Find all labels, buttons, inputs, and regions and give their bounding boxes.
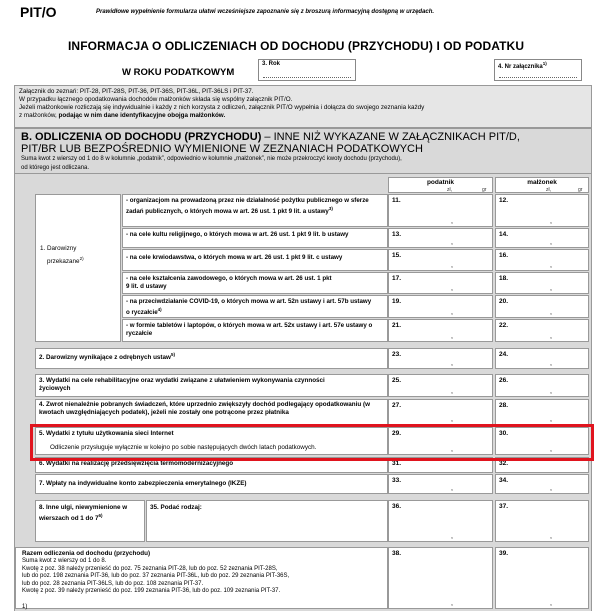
donation-sub-row: - w formie tabletów i laptopów, o których mowa w art. 52x ustawy i art. 57e ustawy o ryczałcie [122, 319, 388, 342]
row-5-label-cell: 5. Wydatki z tytułu użytkowania sieci Internet Odliczenie przysługuje wyłącznie w kolejno po sobie następujących dwóch latach podatkowych. [35, 427, 388, 455]
field-29[interactable]: 29. , [388, 427, 493, 455]
field-21[interactable]: 21. , [388, 319, 493, 342]
row-3-label-cell: 3. Wydatki na cele rehabilitacyjne oraz wydatki związane z ułatwieniem wykonywania czynności życiowych [35, 374, 388, 397]
row-4-label-cell: 4. Zwrot nienależnie pobranych świadczeń, które uprzednio zwiększyły dochód podlegający opodatkowaniu (w kwotach uwzględniających podatek), jeżeli nie zostały one potrącone przez płatnika [35, 399, 388, 425]
sum-instruction: Kwotę z poz. 39 należy przenieść do poz. 199 zeznania PIT-36, lub do poz. 109 zeznania PIT-37. [22, 588, 281, 594]
row-8-label-cell: 8. Inne ulgi, niewymienione w wierszach od 1 do 7$^{6)}$ [35, 500, 145, 542]
field-15[interactable]: 15. , [388, 249, 493, 271]
sum-instruction: lub do poz. 198 zeznania PIT-36, lub do poz. 37 zeznania PIT-36L, lub do poz. 29 zeznania PIT-36S, [22, 573, 290, 579]
field-24[interactable]: 24. , [495, 348, 589, 369]
field-33[interactable]: 33. , [388, 474, 493, 494]
donation-sub-row: - organizacjom na prowadzoną przez nie działalność pożytku publicznego w sferze zadań publicznych, o których mowa w art. 26 ust. 1 pkt 9 lit. a ustawy$^{3)}$ [122, 194, 388, 227]
taxpayer-column-header: podatnik zł, gr [388, 177, 493, 193]
form-notice: Prawidłowe wypełnienie formularza ułatwi wcześniejsze zapoznanie się z broszurą informacyjną dostępną w urzędach. [96, 9, 435, 15]
attachment-field-label: 4. Nr załącznika$^{1)}$ [498, 61, 547, 70]
field-30[interactable]: 30. , [495, 427, 589, 455]
tax-year-label: W ROKU PODATKOWYM [122, 67, 235, 78]
field-27[interactable]: 27. , [388, 399, 493, 425]
year-field-label: 3. Rok [262, 61, 281, 67]
donation-sub-row: - na cele kształcenia zawodowego, o których mowa w art. 26 ust. 1 pkt 9 lit. d ustawy [122, 272, 388, 294]
field-20[interactable]: 20. , [495, 295, 589, 318]
field-13[interactable]: 13. , [388, 228, 493, 248]
donation-sub-row: - na cele kultu religijnego, o których mowa w art. 26 ust. 1 pkt 9 lit. b ustawy [122, 228, 388, 248]
field-25[interactable]: 25. , [388, 374, 493, 397]
section-b-note: Suma kwot z wierszy od 1 do 8 w kolumnie „podatnik”, odpowiednio w kolumnie „małżonek”, nie może przekroczyć kwoty dochodu (przychodu), [21, 156, 402, 162]
year-field[interactable] [258, 59, 356, 81]
row-5-note: Odliczenie przysługuje wyłącznie w kolejno po sobie następujących dwóch latach podatkowych. [50, 444, 317, 451]
section-a-line: Jeżeli małżonkowie rozliczają się indywidualnie i każdy z nich korzysta z odliczeń, załącznik PIT/O wypełnia i dołącza do swojego zeznania każdy [19, 104, 425, 111]
donations-label-cell [35, 194, 121, 342]
other-relief-type-field[interactable]: 35. Podać rodzaj: [146, 500, 388, 542]
donation-sub-row: - na przeciwdziałanie COVID-19, o których mowa w art. 52n ustawy i art. 57b ustawy o ryczałcie$^{4)}$ [122, 295, 388, 318]
attachment-field-comb [499, 74, 577, 78]
spouse-column-header: małżonek zł, gr [495, 177, 589, 193]
sum-instruction: lub do poz. 28 zeznania PIT-36LS, lub do poz. 108 zeznania PIT-37. [22, 580, 204, 587]
page-title: INFORMACJA O ODLICZENIACH OD DOCHODU (PRZYCHODU) I OD PODATKU [68, 39, 525, 53]
field-11[interactable]: 11. , [388, 194, 493, 227]
field-23[interactable]: 23. , [388, 348, 493, 369]
field-19[interactable]: 19. , [388, 295, 493, 318]
field-38[interactable]: 38. , [388, 547, 493, 609]
row-6-label-cell: 6. Wydatki na realizację przedsięwzięcia termomodernizacyjnego [35, 457, 388, 473]
field-22[interactable]: 22. , [495, 319, 589, 342]
footnote-mark: 1) [22, 604, 28, 610]
deductions-table [14, 174, 592, 611]
donations-label: 1. Darowizny [40, 245, 77, 252]
field-37[interactable]: 37. , [495, 500, 589, 542]
highlight-box [30, 424, 594, 461]
attachment-number-field[interactable] [494, 59, 582, 81]
row-7-label-cell: 7. Wpłaty na indywidualne konto zabezpieczenia emerytalnego (IKZE) [35, 474, 388, 494]
section-b-title: B. ODLICZENIA OD DOCHODU (PRZYCHODU) – INNE NIŻ WYKAZANE W ZAŁĄCZNIKACH PIT/D, [21, 131, 520, 143]
section-b-note: od którego jest odliczana. [21, 164, 90, 171]
sum-instruction: Suma kwot z wierszy od 1 do 8. [22, 558, 107, 564]
donation-sub-row: - na cele krwiodawstwa, o których mowa w art. 26 ust. 1 pkt 9 lit. c ustawy [122, 249, 388, 271]
donations-label-2: przekazane$^{2)}$ [47, 256, 84, 266]
section-a-line: z małżonków, podając w nim dane identyfikacyjne obojga małżonków. [19, 112, 226, 119]
field-34[interactable]: 34. , [495, 474, 589, 494]
field-31[interactable]: 31. [388, 457, 493, 473]
section-b-title-line2: PIT/BR LUB BEZPOŚREDNIO WYMIENIONE W ZEZNANIACH PODATKOWYCH [21, 143, 423, 155]
field-17[interactable]: 17. , [388, 272, 493, 294]
field-39[interactable]: 39. , [495, 547, 589, 609]
field-18[interactable]: 18. , [495, 272, 589, 294]
field-36[interactable]: 36. , [388, 500, 493, 542]
section-a-info [14, 85, 592, 128]
section-b-header [14, 128, 592, 174]
year-field-comb [263, 74, 351, 78]
field-28[interactable]: 28. , [495, 399, 589, 425]
field-12[interactable]: 12. , [495, 194, 589, 227]
section-a-line: W przypadku łącznego opodatkowania dochodów małżonków składa się wspólny załącznik PIT/O. [19, 96, 293, 103]
sum-instruction: Kwotę z poz. 38 należy przenieść do poz. 75 zeznania PIT-28, lub do poz. 52 zeznania PIT-28S, [22, 565, 278, 572]
field-14[interactable]: 14. , [495, 228, 589, 248]
field-26[interactable]: 26. , [495, 374, 589, 397]
row-2-label-cell: 2. Darowizny wynikające z odrębnych ustaw$^{5)}$ [35, 348, 388, 369]
field-16[interactable]: 16. , [495, 249, 589, 271]
form-id: PIT/O [20, 4, 57, 20]
sum-label-cell: Razem odliczenia od dochodu (przychodu) Suma kwot z wierszy od 1 do 8. Kwotę z poz. 38 należy przenieść do poz. 75 zeznania PIT-28, lub do poz. 52 zeznania PIT-28S, lub do poz. 198 zeznania PIT-36, lub do poz. 37 zeznania PIT-36L, lub do poz. 29 zeznania PIT-36S, lub do poz. 28 zeznania PIT-36LS, lub do poz. 108 zeznania PIT-37. Kwotę z poz. 39 należy przenieść do poz. 199 zeznania PIT-36, lub do poz. 109 zeznania PIT-37. [15, 547, 388, 609]
field-32[interactable]: 32. [495, 457, 589, 473]
section-a-line: Załącznik do zeznań: PIT-28, PIT-28S, PIT-36, PIT-36S, PIT-36L, PIT-36LS i PIT-37. [19, 88, 254, 95]
